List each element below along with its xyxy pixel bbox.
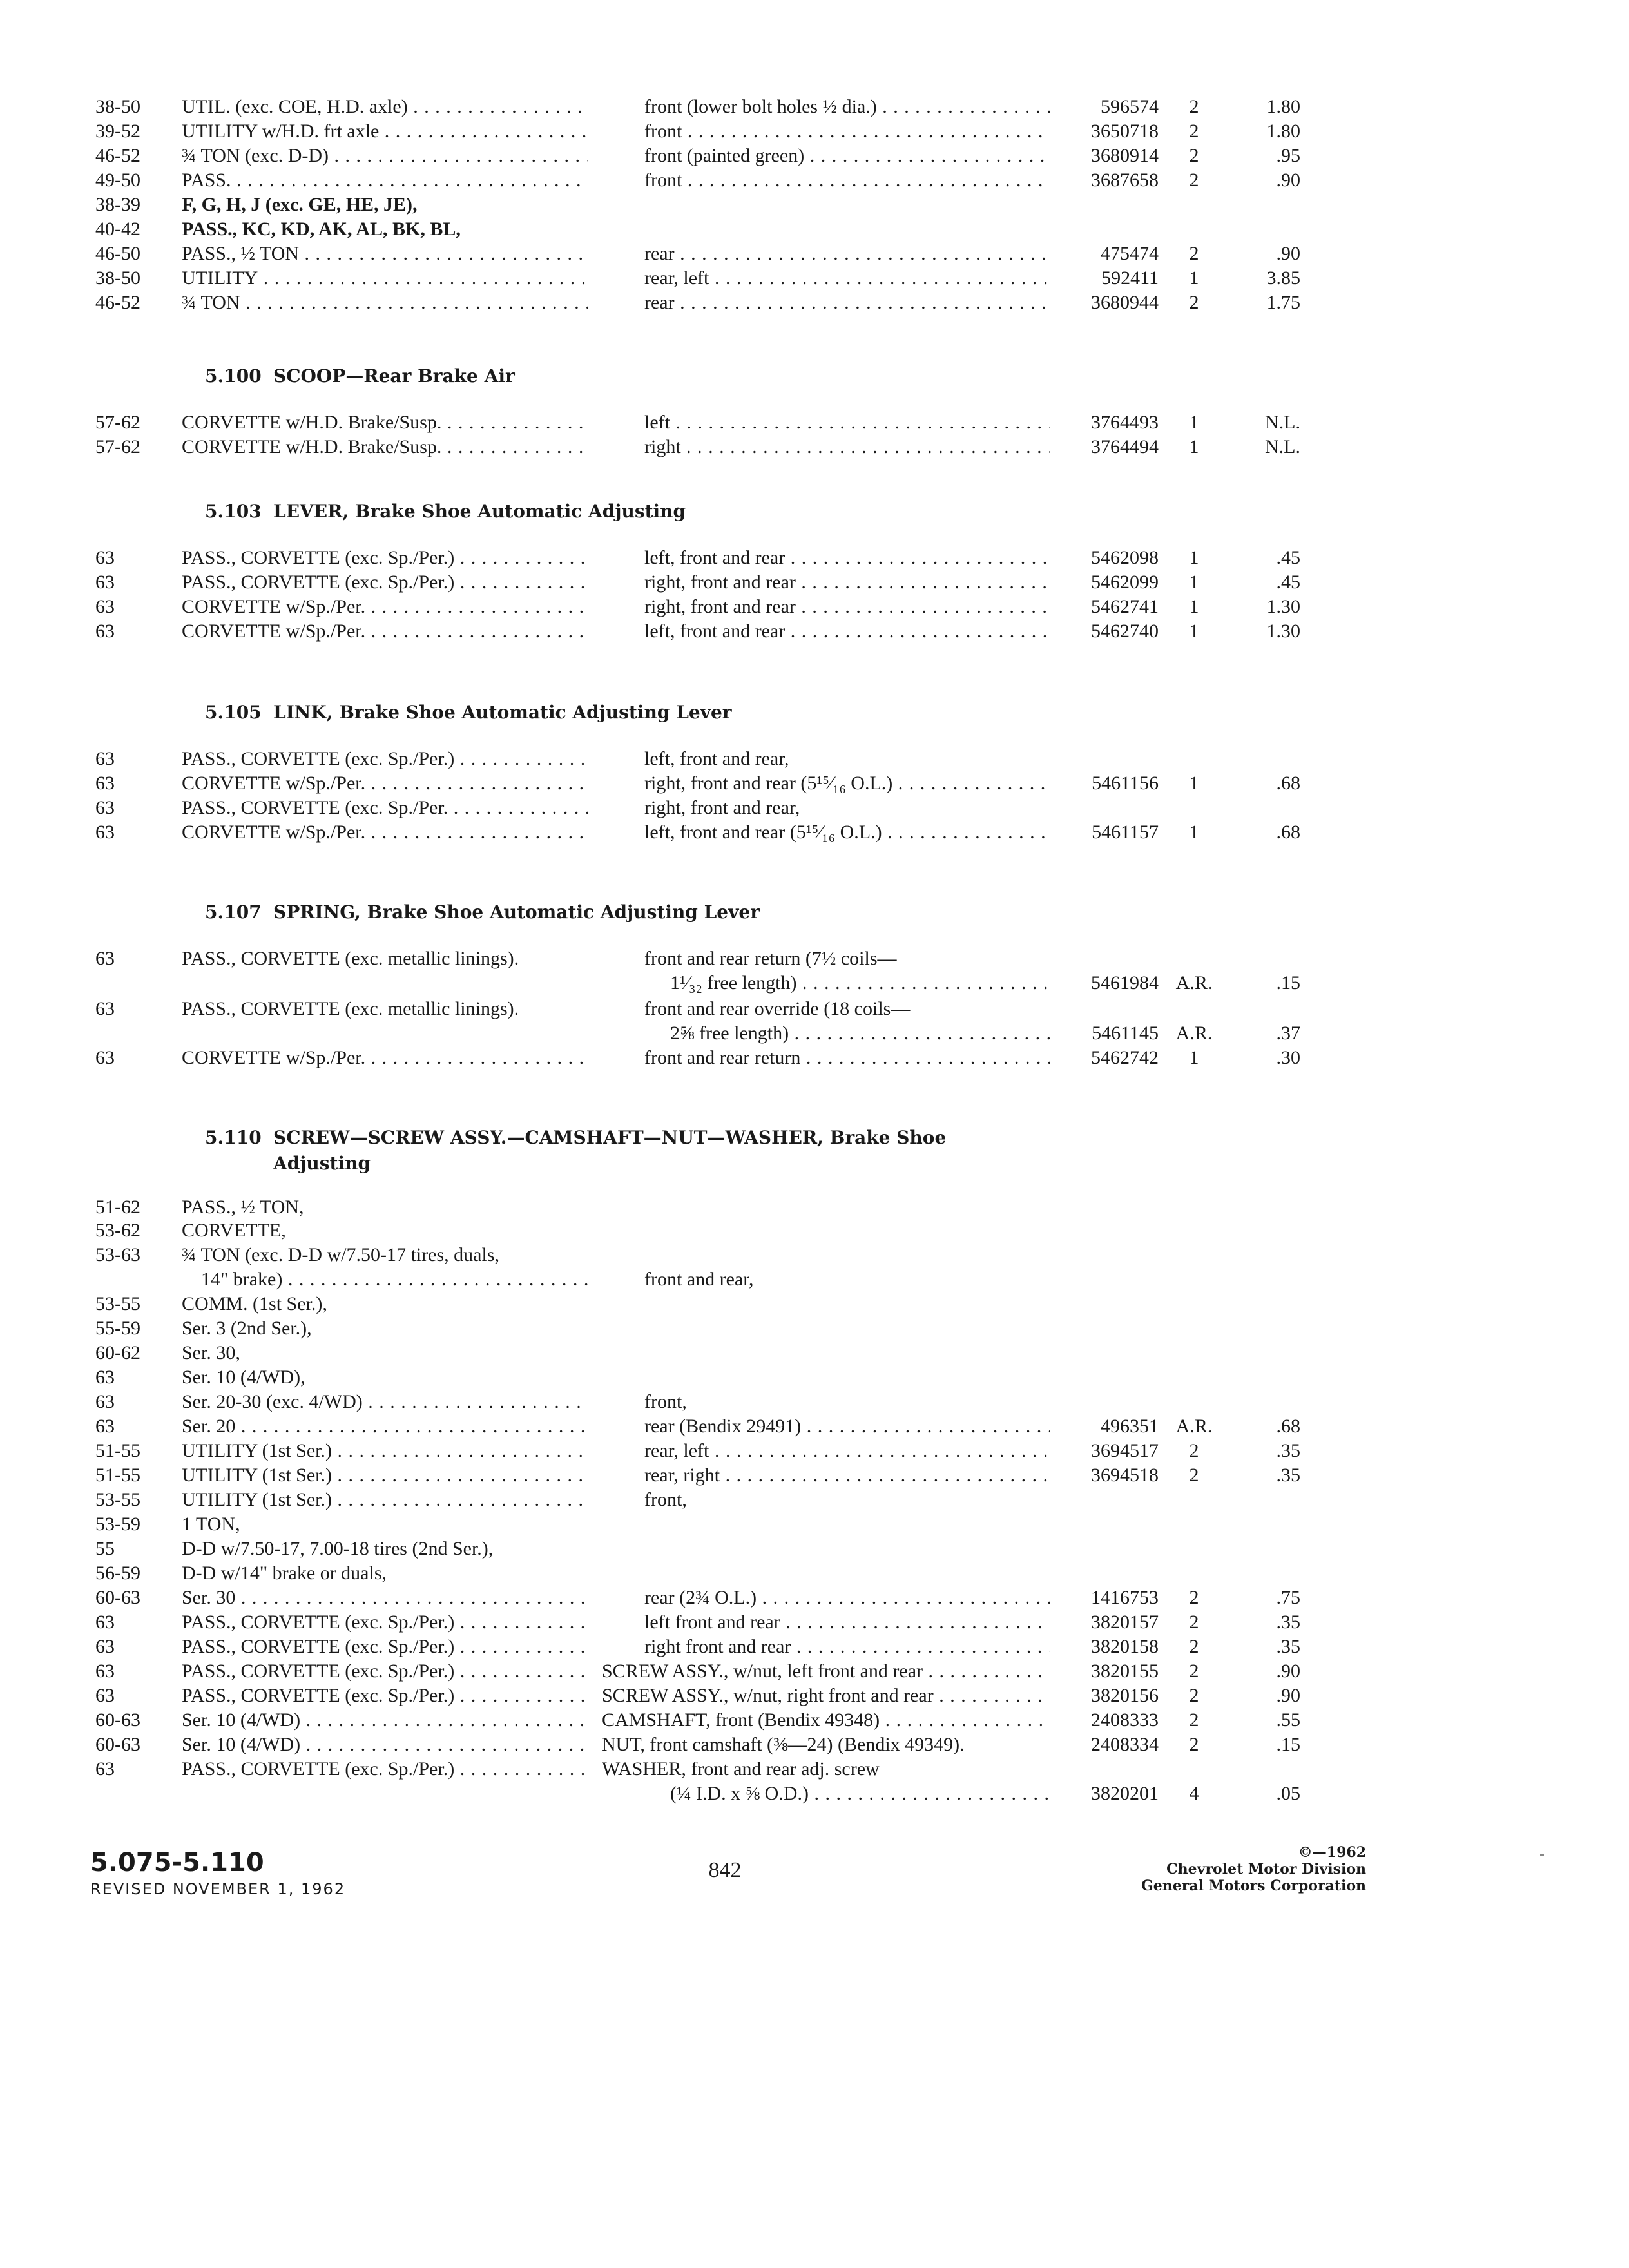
part-number: 5461156 (1092, 773, 1159, 794)
application: CORVETTE w/H.D. Brake/Susp. . . . (182, 410, 588, 436)
table-row (0, 1218, 1629, 1244)
table-row (0, 795, 1629, 821)
price: .68 (1276, 822, 1300, 843)
description: rear . . . (644, 241, 1050, 267)
table-row (0, 1610, 1629, 1635)
application: PASS., CORVETTE (exc. Sp./Per.) . . . (182, 1683, 588, 1709)
table-row (0, 619, 1629, 644)
table-row (0, 1195, 1629, 1220)
model-years: 49-50 (95, 169, 140, 191)
part-number: 496351 (1101, 1416, 1159, 1437)
model-years: 46-50 (95, 243, 140, 264)
application: COMM. (1st Ser.), (182, 1293, 327, 1314)
application: 14" brake) . . . (201, 1267, 588, 1293)
model-years: 63 (95, 1611, 115, 1633)
quantity: A.R. (1175, 972, 1213, 994)
model-years: 38-39 (95, 194, 140, 215)
quantity: A.R. (1175, 1416, 1213, 1437)
part-number: 3764494 (1091, 436, 1159, 457)
description: rear . . . (644, 290, 1050, 316)
table-row (0, 216, 1629, 242)
table-row (0, 1585, 1629, 1611)
section-number: 5.110 (205, 1127, 262, 1148)
description: SCREW ASSY., w/nut, right front and rear . . . (602, 1683, 1050, 1709)
table-row (0, 241, 1629, 267)
copyright: ©—1962 (1298, 1844, 1366, 1861)
model-years: 63 (95, 1758, 115, 1780)
application: PASS., CORVETTE (exc. metallic linings). (182, 948, 519, 969)
quantity: 4 (1189, 1783, 1199, 1804)
part-number: 5461145 (1092, 1023, 1159, 1044)
application: ¾ TON (exc. D-D) . . . (182, 143, 588, 169)
description: 1¹⁄₃₂ free length) . . . (670, 970, 1050, 996)
part-number: 2408333 (1091, 1709, 1159, 1731)
model-years: 63 (95, 1047, 115, 1068)
price: 1.30 (1266, 596, 1300, 617)
quantity: 2 (1189, 1685, 1199, 1706)
table-row (0, 771, 1629, 796)
application: D-D w/7.50-17, 7.00-18 tires (2nd Ser.), (182, 1538, 494, 1559)
model-years: 63 (95, 748, 115, 769)
quantity: 1 (1189, 267, 1199, 289)
model-years: 51-55 (95, 1440, 140, 1461)
application: PASS., CORVETTE (exc. Sp./Per.) . . . (182, 746, 588, 772)
part-number: 3820156 (1091, 1685, 1159, 1706)
application: PASS., ½ TON . . . (182, 241, 588, 267)
table-row (0, 1414, 1629, 1439)
price: .90 (1276, 169, 1300, 191)
part-number: 3650718 (1091, 120, 1159, 142)
application: UTILITY . . . (182, 265, 588, 291)
part-number: 3820155 (1091, 1660, 1159, 1682)
quantity: 1 (1189, 547, 1199, 568)
model-years: 63 (95, 1660, 115, 1682)
description: front (lower bolt holes ½ dia.) . . . (644, 94, 1050, 120)
part-number: 1416753 (1091, 1587, 1159, 1608)
quantity: 1 (1189, 412, 1199, 433)
model-years: 60-63 (95, 1709, 140, 1731)
model-years: 63 (95, 998, 115, 1019)
application: F, G, H, J (exc. GE, HE, JE), (182, 194, 418, 215)
model-years: 38-50 (95, 267, 140, 289)
price: .15 (1276, 1734, 1300, 1755)
description: right . . . (644, 434, 1050, 460)
price: .05 (1276, 1783, 1300, 1804)
price: .55 (1276, 1709, 1300, 1731)
model-years: 53-55 (95, 1293, 140, 1314)
description: right, front and rear . . . (644, 594, 1050, 620)
table-row (0, 290, 1629, 316)
section-title-continued: Adjusting (273, 1153, 371, 1174)
section-heading (205, 1125, 1107, 1177)
application: PASS., CORVETTE (exc. Sp./Per.) . . . (182, 1658, 588, 1684)
table-row (0, 1634, 1629, 1660)
table-row (0, 1463, 1629, 1488)
part-number: 5462742 (1091, 1047, 1159, 1068)
model-years: 63 (95, 1391, 115, 1412)
table-row (0, 545, 1629, 571)
application: 1 TON, (182, 1514, 240, 1535)
table-row (0, 820, 1629, 845)
quantity: 2 (1189, 96, 1199, 117)
price: .68 (1276, 773, 1300, 794)
price: .30 (1276, 1047, 1300, 1068)
table-row (0, 1707, 1629, 1733)
table-row (0, 1732, 1629, 1758)
application: PASS., CORVETTE (exc. metallic linings). (182, 998, 519, 1019)
model-years: 60-63 (95, 1587, 140, 1608)
model-years: 53-63 (95, 1244, 140, 1265)
part-number: 475474 (1101, 243, 1159, 264)
application: PASS., CORVETTE (exc. Sp./Per.) . . . (182, 1634, 588, 1660)
description: front and rear override (18 coils— (644, 998, 911, 1019)
description: front, (644, 1391, 687, 1412)
model-years: 53-55 (95, 1489, 140, 1510)
application: CORVETTE, (182, 1220, 286, 1241)
model-years: 55 (95, 1538, 115, 1559)
application: Ser. 3 (2nd Ser.), (182, 1318, 312, 1339)
table-row (0, 143, 1629, 169)
part-number: 3680914 (1091, 145, 1159, 166)
table-row (0, 1781, 1629, 1807)
price: .35 (1276, 1636, 1300, 1657)
model-years: 60-62 (95, 1342, 140, 1363)
table-row (0, 1045, 1629, 1071)
model-years: 63 (95, 822, 115, 843)
application: Ser. 10 (4/WD), (182, 1367, 305, 1388)
table-row (0, 1242, 1629, 1268)
price: .35 (1276, 1611, 1300, 1633)
part-number: 3694518 (1091, 1465, 1159, 1486)
table-row (0, 265, 1629, 291)
price: .95 (1276, 145, 1300, 166)
application: CORVETTE w/H.D. Brake/Susp. . . . (182, 434, 588, 460)
revised-date: REVISED NOVEMBER 1, 1962 (90, 1880, 346, 1898)
description: right, front and rear, (644, 797, 800, 818)
application: CORVETTE w/Sp./Per. . . . (182, 771, 588, 796)
description: left, front and rear . . . (644, 545, 1050, 571)
application: Ser. 10 (4/WD) . . . (182, 1732, 588, 1758)
section-title: LEVER, Brake Shoe Automatic Adjusting (273, 501, 686, 522)
description: left, front and rear (5¹⁵⁄₁₆ O.L.) . . . (644, 820, 1050, 845)
application: UTILITY (1st Ser.) . . . (182, 1463, 588, 1488)
part-number: 5462098 (1091, 547, 1159, 568)
description: rear (2¾ O.L.) . . . (644, 1585, 1050, 1611)
description: rear, right . . . (644, 1463, 1050, 1488)
table-row (0, 410, 1629, 436)
table-row (0, 1756, 1629, 1782)
table-row (0, 1561, 1629, 1586)
quantity: 1 (1189, 436, 1199, 457)
price: .45 (1276, 547, 1300, 568)
application: PASS. . . . (182, 168, 588, 193)
table-row (0, 1267, 1629, 1293)
corporation: General Motors Corporation (1141, 1878, 1366, 1894)
application: ¾ TON . . . (182, 290, 588, 316)
application: PASS., KC, KD, AK, AL, BK, BL, (182, 218, 461, 240)
section-heading (205, 499, 1107, 524)
scan-mark (1540, 1854, 1544, 1856)
table-row (0, 1512, 1629, 1537)
application: ¾ TON (exc. D-D w/7.50-17 tires, duals, (182, 1244, 499, 1265)
description: WASHER, front and rear adj. screw (602, 1758, 880, 1780)
section-number: 5.105 (205, 702, 262, 723)
quantity: 2 (1189, 1734, 1199, 1755)
page-number: 842 (708, 1858, 742, 1882)
section-heading (205, 363, 1107, 389)
part-number: 3680944 (1091, 292, 1159, 313)
description: (¼ I.D. x ⅝ O.D.) . . . (670, 1781, 1050, 1807)
application: Ser. 20 . . . (182, 1414, 588, 1439)
description: front . . . (644, 168, 1050, 193)
price: 1.75 (1266, 292, 1300, 313)
quantity: 2 (1189, 1587, 1199, 1608)
application: CORVETTE w/Sp./Per. . . . (182, 619, 588, 644)
model-years: 46-52 (95, 292, 140, 313)
quantity: 1 (1189, 822, 1199, 843)
description: front and rear, (644, 1269, 754, 1290)
application: UTIL. (exc. COE, H.D. axle) . . . (182, 94, 588, 120)
table-row (0, 119, 1629, 144)
price: N.L. (1265, 436, 1300, 457)
section-title: LINK, Brake Shoe Automatic Adjusting Lever (273, 702, 732, 723)
table-row (0, 1021, 1629, 1046)
quantity: 1 (1189, 620, 1199, 642)
quantity: 1 (1189, 1047, 1199, 1068)
model-years: 63 (95, 1685, 115, 1706)
price: .90 (1276, 1685, 1300, 1706)
quantity: 2 (1189, 120, 1199, 142)
quantity: 2 (1189, 1611, 1199, 1633)
quantity: 2 (1189, 292, 1199, 313)
section-number: 5.103 (205, 501, 262, 522)
price: .90 (1276, 1660, 1300, 1682)
table-row (0, 1316, 1629, 1341)
description: right front and rear . . . (644, 1634, 1050, 1660)
table-row (0, 1658, 1629, 1684)
description: right, front and rear (5¹⁵⁄₁₆ O.L.) . . . (644, 771, 1050, 796)
part-number: 3764493 (1091, 412, 1159, 433)
model-years: 63 (95, 572, 115, 593)
description: front and rear return . . . (644, 1045, 1050, 1071)
application: Ser. 30, (182, 1342, 240, 1363)
application: PASS., ½ TON, (182, 1196, 304, 1218)
section-title: SCOOP—Rear Brake Air (273, 365, 515, 387)
description: 2⅝ free length) . . . (670, 1021, 1050, 1046)
model-years: 51-55 (95, 1465, 140, 1486)
part-number: 5462099 (1091, 572, 1159, 593)
table-row (0, 1438, 1629, 1464)
price: .35 (1276, 1465, 1300, 1486)
model-years: 63 (95, 547, 115, 568)
model-years: 56-59 (95, 1562, 140, 1584)
application: UTILITY (1st Ser.) . . . (182, 1438, 588, 1464)
table-row (0, 746, 1629, 772)
table-row (0, 434, 1629, 460)
section-heading (205, 700, 1107, 726)
table-row (0, 1389, 1629, 1415)
price: 1.80 (1266, 120, 1300, 142)
quantity: 2 (1189, 145, 1199, 166)
application: Ser. 10 (4/WD) . . . (182, 1707, 588, 1733)
quantity: 2 (1189, 1440, 1199, 1461)
model-years: 60-63 (95, 1734, 140, 1755)
quantity: 2 (1189, 1660, 1199, 1682)
part-number: 5462741 (1091, 596, 1159, 617)
part-number: 3820158 (1091, 1636, 1159, 1657)
description: CAMSHAFT, front (Bendix 49348) . . . (602, 1707, 1050, 1733)
price: 1.30 (1266, 620, 1300, 642)
model-years: 63 (95, 596, 115, 617)
price: .37 (1276, 1023, 1300, 1044)
part-number: 3820157 (1091, 1611, 1159, 1633)
description: left, front and rear . . . (644, 619, 1050, 644)
price: .75 (1276, 1587, 1300, 1608)
quantity: 1 (1189, 596, 1199, 617)
table-row (0, 970, 1629, 996)
table-row (0, 996, 1629, 1022)
description: rear, left . . . (644, 265, 1050, 291)
description: NUT, front camshaft (⅜—24) (Bendix 49349). (602, 1734, 965, 1755)
price: .45 (1276, 572, 1300, 593)
model-years: 63 (95, 797, 115, 818)
price: .15 (1276, 972, 1300, 994)
part-number: 2408334 (1091, 1734, 1159, 1755)
model-years: 63 (95, 1367, 115, 1388)
price: .90 (1276, 243, 1300, 264)
application: Ser. 20-30 (exc. 4/WD) . . . (182, 1389, 588, 1415)
table-row (0, 1291, 1629, 1317)
description: front and rear return (7½ coils— (644, 948, 897, 969)
section-number: 5.100 (205, 365, 262, 387)
table-row (0, 1340, 1629, 1366)
price: 1.80 (1266, 96, 1300, 117)
application: PASS., CORVETTE (exc. Sp./Per.) . . . (182, 545, 588, 571)
application: UTILITY w/H.D. frt axle . . . (182, 119, 588, 144)
model-years: 46-52 (95, 145, 140, 166)
application: CORVETTE w/Sp./Per. . . . (182, 1045, 588, 1071)
quantity: 1 (1189, 572, 1199, 593)
description: rear, left . . . (644, 1438, 1050, 1464)
application: PASS., CORVETTE (exc. Sp./Per. . . . (182, 795, 588, 821)
table-row (0, 168, 1629, 193)
section-title: SCREW—SCREW ASSY.—CAMSHAFT—NUT—WASHER, Brake Shoe (273, 1127, 947, 1148)
model-years: 55-59 (95, 1318, 140, 1339)
quantity: 2 (1189, 1709, 1199, 1731)
description: right, front and rear . . . (644, 570, 1050, 595)
application: PASS., CORVETTE (exc. Sp./Per.) . . . (182, 570, 588, 595)
description: left, front and rear, (644, 748, 789, 769)
application: D-D w/14" brake or duals, (182, 1562, 387, 1584)
application: PASS., CORVETTE (exc. Sp./Per.) . . . (182, 1610, 588, 1635)
description: left front and rear . . . (644, 1610, 1050, 1635)
price: .35 (1276, 1440, 1300, 1461)
application: Ser. 30 . . . (182, 1585, 588, 1611)
description: front, (644, 1489, 687, 1510)
part-number: 3687658 (1091, 169, 1159, 191)
model-years: 53-62 (95, 1220, 140, 1241)
model-years: 63 (95, 1636, 115, 1657)
description: front (painted green) . . . (644, 143, 1050, 169)
model-years: 57-62 (95, 436, 140, 457)
description: front . . . (644, 119, 1050, 144)
model-years: 63 (95, 1416, 115, 1437)
table-row (0, 946, 1629, 972)
section-range: 5.075-5.110 (90, 1848, 264, 1878)
model-years: 63 (95, 773, 115, 794)
table-row (0, 94, 1629, 120)
model-years: 63 (95, 948, 115, 969)
model-years: 39-52 (95, 120, 140, 142)
part-number: 592411 (1101, 267, 1159, 289)
part-number: 5462740 (1091, 620, 1159, 642)
application: UTILITY (1st Ser.) . . . (182, 1487, 588, 1513)
table-row (0, 192, 1629, 218)
division: Chevrolet Motor Division (1166, 1861, 1366, 1878)
part-number: 3694517 (1091, 1440, 1159, 1461)
part-number: 3820201 (1091, 1783, 1159, 1804)
price: N.L. (1265, 412, 1300, 433)
model-years: 63 (95, 620, 115, 642)
description: left . . . (644, 410, 1050, 436)
part-number: 5461157 (1092, 822, 1159, 843)
table-row (0, 1536, 1629, 1562)
quantity: A.R. (1175, 1023, 1213, 1044)
table-row (0, 1365, 1629, 1390)
price: .68 (1276, 1416, 1300, 1437)
section-title: SPRING, Brake Shoe Automatic Adjusting Lever (273, 901, 760, 923)
part-number: 596574 (1101, 96, 1159, 117)
description: rear (Bendix 29491) . . . (644, 1414, 1050, 1439)
table-row (0, 594, 1629, 620)
model-years: 38-50 (95, 96, 140, 117)
quantity: 2 (1189, 1636, 1199, 1657)
model-years: 51-62 (95, 1196, 140, 1218)
table-row (0, 1487, 1629, 1513)
quantity: 2 (1189, 169, 1199, 191)
application: PASS., CORVETTE (exc. Sp./Per.) . . . (182, 1756, 588, 1782)
application: CORVETTE w/Sp./Per. . . . (182, 820, 588, 845)
price: 3.85 (1266, 267, 1300, 289)
description: SCREW ASSY., w/nut, left front and rear . . . (602, 1658, 1050, 1684)
quantity: 2 (1189, 243, 1199, 264)
publisher-block (1031, 1844, 1366, 1894)
part-number: 5461984 (1091, 972, 1159, 994)
model-years: 53-59 (95, 1514, 140, 1535)
table-row (0, 570, 1629, 595)
quantity: 1 (1189, 773, 1199, 794)
model-years: 40-42 (95, 218, 140, 240)
application: CORVETTE w/Sp./Per. . . . (182, 594, 588, 620)
model-years: 57-62 (95, 412, 140, 433)
section-heading (205, 899, 1107, 925)
section-number: 5.107 (205, 901, 262, 923)
quantity: 2 (1189, 1465, 1199, 1486)
table-row (0, 1683, 1629, 1709)
